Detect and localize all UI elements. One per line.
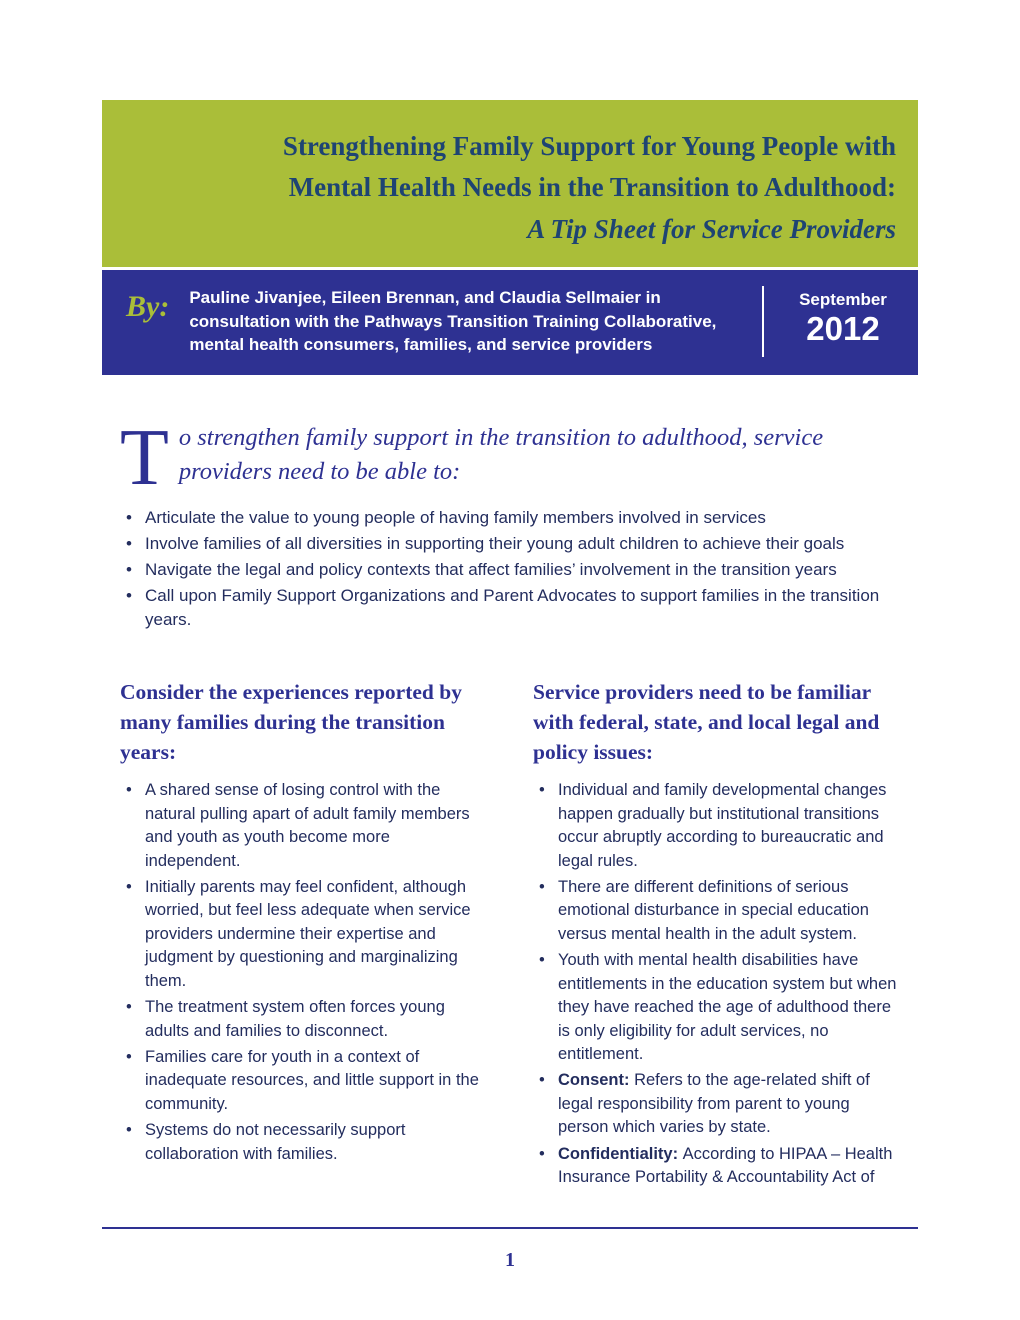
intro-paragraph bbox=[120, 414, 900, 503]
left-column-bullet-list bbox=[120, 779, 487, 1166]
left-column-heading: Consider the experiences reported by many families during the transition years: bbox=[120, 680, 462, 764]
page-number: 1 bbox=[505, 1249, 515, 1271]
right-column-heading: Service providers need to be familiar with federal, state, and local legal and policy issues: bbox=[533, 680, 880, 764]
publication-year: 2012 bbox=[806, 309, 880, 347]
publication-month: September bbox=[799, 289, 887, 309]
bullet-text: Individual and family developmental changes happen gradually but institutional transitions occur abruptly according to bureaucratic and legal rules. bbox=[558, 781, 887, 870]
title-line-2: Mental Health Needs in the Transition to Adulthood: bbox=[288, 171, 896, 202]
list-item: • Families care for youth in a context of inadequate resources, and little support in the community. bbox=[120, 1046, 487, 1116]
list-item: • Involve families of all diversities in supporting their young adult children to achieve their goals bbox=[120, 532, 900, 556]
list-item: • Systems do not necessarily support collaboration with families. bbox=[120, 1119, 487, 1166]
list-item: • Call upon Family Support Organizations and Parent Advocates to support families in the transition years. bbox=[120, 584, 900, 632]
list-item: • Initially parents may feel confident, although worried, but feel less adequate when service providers undermine their expertise and judgment by questioning and marginalizing them. bbox=[120, 876, 487, 993]
drop-cap: T bbox=[120, 414, 169, 503]
document-body bbox=[102, 375, 918, 1192]
bullet-text: There are different definitions of serious emotional disturbance in special education versus mental health in the adult system. bbox=[558, 878, 869, 943]
list-item: • A shared sense of losing control with the natural pulling apart of adult family members and youth as youth become more independent. bbox=[120, 779, 487, 873]
list-item bbox=[533, 876, 900, 946]
bullet-text: According to HIPAA – Health Insurance Portability & Accountability Act of bbox=[558, 1144, 893, 1187]
list-item: • Navigate the legal and policy contexts that affect families’ involvement in the transition years bbox=[120, 558, 900, 582]
list-item: • The treatment system often forces young adults and families to disconnect. bbox=[120, 996, 487, 1043]
list-item bbox=[533, 949, 900, 1066]
footer-rule bbox=[102, 1227, 918, 1229]
list-item bbox=[533, 779, 900, 873]
by-label: By: bbox=[126, 289, 170, 323]
byline-bar bbox=[102, 267, 918, 375]
document-subtitle: A Tip Sheet for Service Providers bbox=[527, 214, 896, 244]
title-line-1: Strengthening Family Support for Young People with bbox=[282, 131, 896, 161]
left-column bbox=[120, 678, 487, 1192]
right-column-bullet-list bbox=[533, 779, 900, 1189]
two-column-section bbox=[120, 678, 900, 1192]
bullet-lead: Confidentiality: bbox=[558, 1144, 679, 1163]
list-item bbox=[533, 1143, 900, 1190]
publication-date bbox=[762, 286, 902, 357]
intro-bullet-list bbox=[120, 506, 900, 633]
bullet-lead: Consent: bbox=[558, 1071, 630, 1090]
title-banner bbox=[102, 100, 918, 267]
bullet-text: Refers to the age-related shift of legal responsibility from parent to young person which varies by state. bbox=[558, 1071, 870, 1137]
page-footer bbox=[102, 1227, 918, 1320]
list-item bbox=[533, 1069, 900, 1139]
list-item: • Articulate the value to young people of having family members involved in services bbox=[120, 506, 900, 530]
authors-text: Pauline Jivanjee, Eileen Brennan, and Claudia Sellmaier in consultation with the Pathways Transition Training Collaborative, mental health consumers, families, and service providers bbox=[189, 287, 717, 355]
intro-text: o strengthen family support in the transition to adulthood, service providers need to be able to: bbox=[178, 424, 824, 486]
document-title bbox=[124, 126, 896, 207]
bullet-text: Youth with mental health disabilities have entitlements in the education system but when they have reached the age of adulthood there is only eligibility for adult services, no entitlement. bbox=[558, 951, 897, 1064]
right-column bbox=[533, 678, 900, 1192]
